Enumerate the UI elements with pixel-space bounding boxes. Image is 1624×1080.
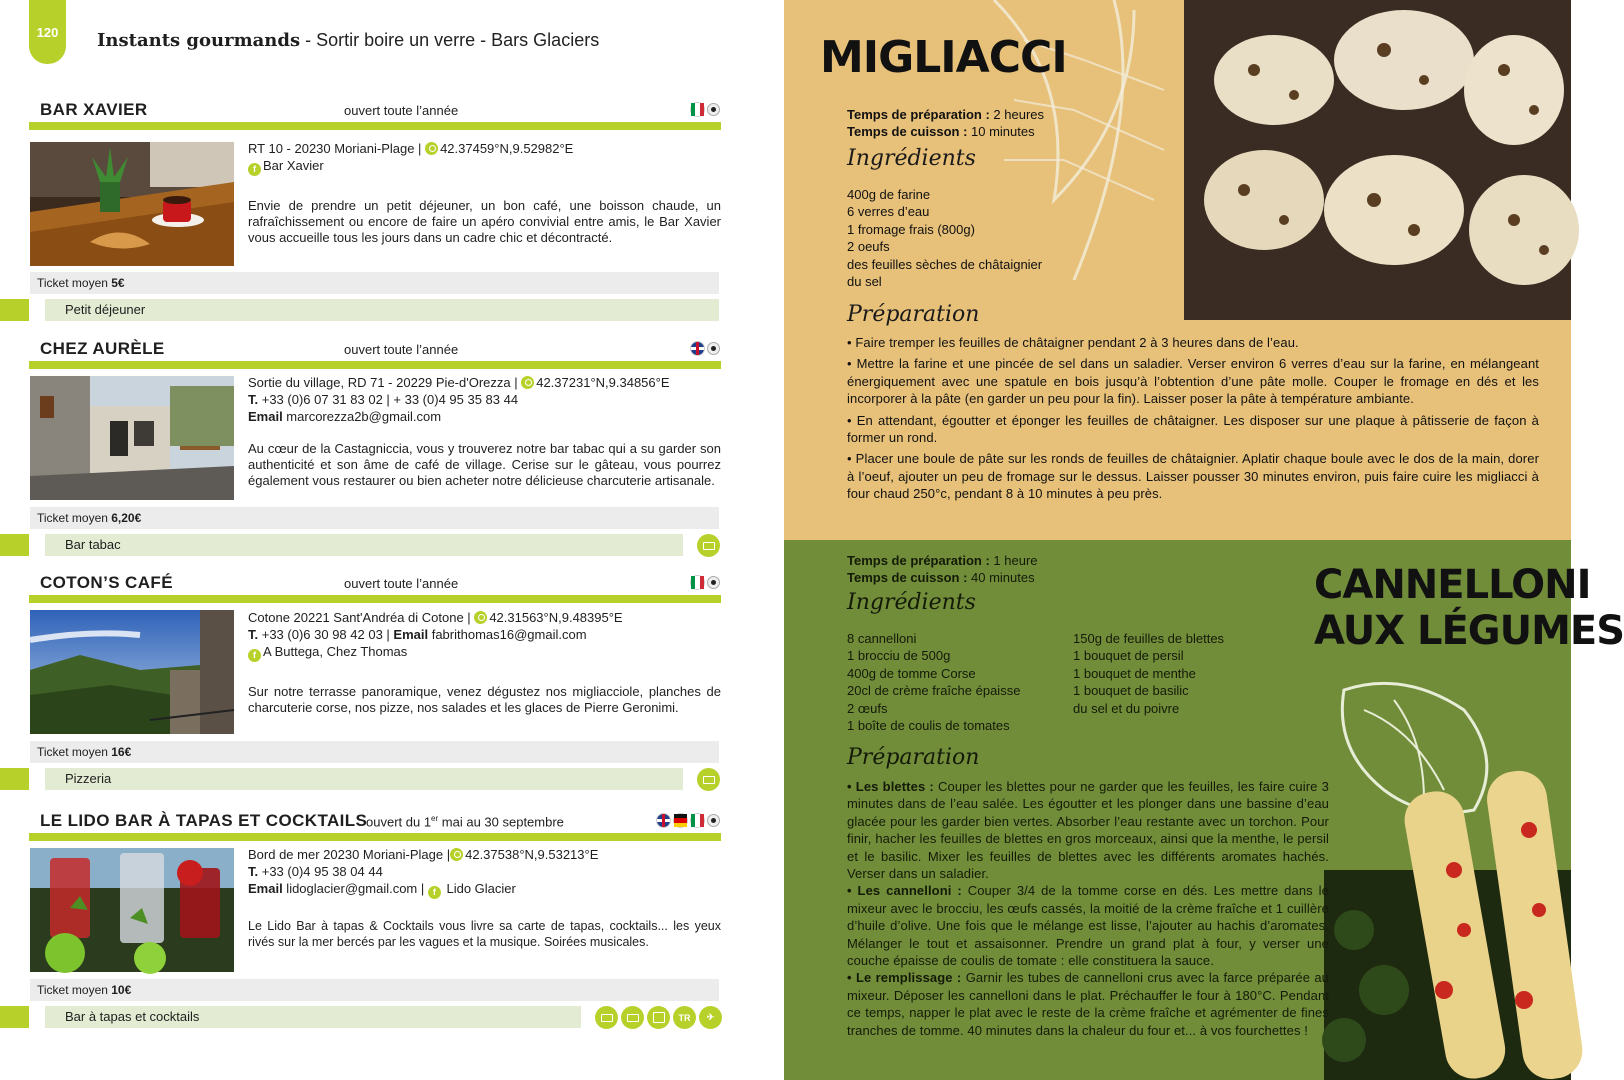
left-page <box>0 0 784 1080</box>
phone-label: T. <box>248 864 259 879</box>
cheque-icon <box>621 1006 644 1029</box>
opening-period: ouvert du 1er mai au 30 septembre <box>366 814 564 830</box>
ingredients-list <box>847 186 1042 290</box>
step-label: • Les blettes : <box>847 779 934 794</box>
payment-icons <box>697 768 720 791</box>
preparation-step <box>847 882 1329 969</box>
listing-contact <box>248 374 721 425</box>
ingredient-item: des feuilles sèches de châtaignier <box>847 256 1043 272</box>
opening-period: ouvert toute l’année <box>344 342 459 357</box>
recipe-title-line-1: CANNELLONI <box>1314 562 1591 608</box>
category-label: Bar à tapas et cocktails <box>45 1006 581 1028</box>
credit-card-icon <box>595 1006 618 1029</box>
step-text: Garnir les tubes de cannelloni crus avec la farce préparée au mixeur. Déposer les cannelloni dans le plat. Préchauffer le four à 180°C. Pendant ce temps, napper le plat avec le reste de la crème fraîche et agrémenter de fines tranches de tomme. 40 minutes dans la chaleur du four et... à vos fourchettes ! <box>847 970 1330 1038</box>
facebook-icon: f <box>428 886 441 899</box>
ingredients-list-col-2 <box>1073 630 1224 717</box>
preparation-step: • Mettre la farine et une pincée de sel dans un saladier. Verser environ 6 verres d’eau sur la farine, en mélangeant énergiquement avec une spatule en bois jusqu’à l’obtention d’une pâte molle. Couper le fromage en dés et les incorporer à la pâte (en garder un peu pour la fin). Laisser poser la pâte à température ambiante. <box>847 356 1539 407</box>
ingredient-item: 2 oeufs <box>847 239 890 255</box>
preparation-step <box>847 778 1329 882</box>
listing-description: Envie de prendre un petit déjeuner, un bon café, une boisson chaude, un rafraîchissement ou encore de faire un apéro convivial entre amis, le Bar Xavier vous accueille tous les jours dans un cadre chic et décontracté. <box>248 198 721 245</box>
ticket-value: 16€ <box>111 745 132 759</box>
ingredient-item: du sel et du poivre <box>1073 700 1180 716</box>
recipe-title-line-2: AUX LÉGUMES <box>1314 608 1624 654</box>
right-page <box>784 0 1624 1080</box>
email-address[interactable]: marcorezza2b@gmail.com <box>282 409 442 424</box>
ticket-moyen: Ticket moyen 10€ <box>30 979 719 1001</box>
italian-flag-icon <box>690 102 705 117</box>
listing-contact <box>248 140 721 176</box>
preparation-step <box>847 969 1329 1039</box>
phone-label: T. <box>248 627 259 642</box>
ingredients-list-col-1 <box>847 630 1020 734</box>
gps-coordinates: 42.37538°N,9.53213°E <box>465 847 599 862</box>
phone-label: T. <box>248 392 259 407</box>
preparation-step: • En attendant, égoutter et éponger les feuilles de châtaigner. Les disposer sur une plaque à pâtisserie de façon à former un rond. <box>847 412 1539 446</box>
recipe-times: Temps de préparation : 1 heure Temps de cuisson : 40 minutes <box>847 553 1038 585</box>
preparation-heading: Préparation <box>847 302 980 327</box>
gps-icon <box>450 848 463 861</box>
listing-description: Au cœur de la Castagniccia, vous y trouverez notre bar tabac qui a su garder son authenticité et son âme de café de village. Cerise sur le gâteau, vous pourrez également vous restaurer ou bien acheter notre délicieuse charcuterie artisanale. <box>248 441 721 488</box>
ticket-moyen: Ticket moyen 6,20€ <box>30 507 719 529</box>
page-header <box>97 30 599 51</box>
ticket-value: 10€ <box>111 983 132 997</box>
ingredient-item: 1 bouquet de basilic <box>1073 683 1189 699</box>
preparation-steps <box>847 778 1329 1039</box>
corsican-flag-icon <box>707 103 720 116</box>
category-marker <box>0 1006 29 1028</box>
ingredient-item: 1 bouquet de persil <box>1073 648 1184 664</box>
listing-name: CHEZ AURÈLE <box>40 339 165 358</box>
email-label: Email <box>248 409 283 424</box>
cheque-icon <box>697 534 720 557</box>
section-subtitle: - Sortir boire un verre - Bars Glaciers <box>300 30 600 50</box>
address: RT 10 - 20230 Moriani-Plage | <box>248 141 426 156</box>
corsican-flag-icon <box>707 814 720 827</box>
gps-coordinates: 42.31563°N,9.48395°E <box>489 610 623 625</box>
ingredient-item: 20cl de crème fraîche épaisse <box>847 683 1021 699</box>
german-flag-icon <box>673 813 688 828</box>
email-address[interactable]: lidoglacier@gmail.com | <box>282 881 428 896</box>
listing-divider <box>29 122 721 130</box>
listing-name: LE LIDO BAR À TAPAS ET COCKTAILS <box>40 811 368 830</box>
facebook-icon: f <box>248 163 261 176</box>
listing-contact <box>248 609 721 662</box>
ingredients-heading: Ingrédients <box>847 146 976 171</box>
ingredient-item: 1 bouquet de menthe <box>1073 665 1196 681</box>
pos-terminal-icon <box>647 1006 670 1029</box>
email-label: Email <box>248 881 283 896</box>
step-text: Couper 3/4 de la tomme corse en dés. Les mettre dans le mixeur avec le brocciu, les œufs cassés, la moitié de la crème fraîche et 1 cuillère d’huile d’olive. Une fois que le mélange est lisse, l’ajouter au hachis d’aromates. Mélanger le tout et assaisonner. Prendre un grand plat à four, y verser une couche épaisse de coulis de tomate : elle constituera la sauce. <box>847 883 1329 969</box>
ingredient-item: 400g de tomme Corse <box>847 665 976 681</box>
gps-icon <box>521 376 534 389</box>
language-flags <box>656 813 720 828</box>
language-flags <box>690 575 720 590</box>
listing-description: Sur notre terrasse panoramique, venez dégustez nos migliacciole, planches de charcuterie corse, nos pizze, nos salades et les glaces de Pierre Geronimi. <box>248 684 721 715</box>
category-label: Bar tabac <box>45 534 683 556</box>
category-label: Petit déjeuner <box>45 299 719 321</box>
ingredient-item: 400g de farine <box>847 187 931 202</box>
address: Cotone 20221 Sant'Andréa di Cotone | <box>248 610 475 625</box>
address: Sortie du village, RD 71 - 20229 Pie-d'Orezza | <box>248 375 522 390</box>
english-flag-icon <box>656 813 671 828</box>
preparation-step: • Placer une boule de pâte sur les ronds de feuilles de châtaignier. Aplatir chaque boule avec le dos de la main, dorer à l’oeuf, ajouter un peu de fromage sur le dessus. Laisser pousser 30 minutes environ, puis faire cuire les migliacci à four chaud 250°c, pendant 8 à 10 minutes à peu près. <box>847 451 1539 502</box>
opening-period: ouvert toute l’année <box>344 103 459 118</box>
ticket-restaurant-icon: TR <box>673 1006 696 1029</box>
listing-photo <box>30 142 234 266</box>
listing-name: COTON’S CAFÉ <box>40 573 173 592</box>
opening-period: ouvert toute l’année <box>344 576 459 591</box>
section-title: Instants gourmands <box>97 30 301 51</box>
ingredient-item: 6 verres d’eau <box>847 204 930 220</box>
listing-photo <box>30 610 234 734</box>
ingredient-item: 1 brocciu de 500g <box>847 648 951 664</box>
english-flag-icon <box>690 341 705 356</box>
listing-divider <box>29 833 721 841</box>
facebook-page: A Buttega, Chez Thomas <box>263 644 408 659</box>
listing-divider <box>29 361 721 369</box>
listing-contact <box>248 846 721 899</box>
step-label: • Les cannelloni : <box>847 883 962 899</box>
phone-numbers: +33 (0)4 95 38 04 44 <box>258 864 383 879</box>
ingredient-item: 8 cannelloni <box>847 631 917 646</box>
step-text: Couper les blettes pour ne garder que les feuilles, les faire cuire 3 minutes dans de l’eau salée. Les égoutter et les plonger dans une bassine d’eau glacée pour les garder bien vertes. Absorber l’eau restante avec un torchon. Pour finir, hacher les feuilles de blettes en gros morceaux, ainsi que la menthe, le persil et le basilic. Mixer les feuilles de blettes avec les différents aromates hachés. Verser dans un saladier. <box>847 779 1329 882</box>
ingredient-item: 1 fromage frais (800g) <box>847 221 975 237</box>
italian-flag-icon <box>690 813 705 828</box>
listing-description: Le Lido Bar à tapas & Cocktails vous livre sa carte de tapas, cocktails... les yeux rivés sur la mer bercés par les vagues et la musique. Soirées musicales. <box>248 919 721 949</box>
facebook-page: Lido Glacier <box>442 881 516 896</box>
gps-icon <box>425 142 438 155</box>
email-label: Email <box>393 627 429 642</box>
gps-coordinates: 42.37231°N,9.34856°E <box>536 375 670 390</box>
preparation-heading: Préparation <box>847 745 980 770</box>
ticket-value: 5€ <box>111 276 125 290</box>
cheque-icon <box>697 768 720 791</box>
facebook-icon: f <box>248 649 261 662</box>
ingredient-item: 1 boîte de coulis de tomates <box>847 718 1010 734</box>
ticket-moyen: Ticket moyen 16€ <box>30 741 719 763</box>
ticket-value: 6,20€ <box>111 511 142 525</box>
address: Bord de mer 20230 Moriani-Plage | <box>248 847 451 862</box>
holiday-voucher-icon: ✈ <box>699 1006 722 1029</box>
recipe-illustration <box>1304 670 1571 1080</box>
email-address[interactable]: fabrithomas16@gmail.com <box>428 627 587 642</box>
recipe-cannelloni <box>784 540 1624 1080</box>
listing-divider <box>29 595 721 603</box>
category-marker <box>0 768 29 790</box>
listing-name: BAR XAVIER <box>40 100 148 119</box>
preparation-step: • Faire tremper les feuilles de châtaigner pendant 2 à 3 heures dans de l’eau. <box>847 335 1299 350</box>
ticket-moyen: Ticket moyen 5€ <box>30 272 719 294</box>
corsican-flag-icon <box>707 342 720 355</box>
facebook-page: Bar Xavier <box>263 158 324 173</box>
gps-icon <box>474 611 487 624</box>
ingredients-heading: Ingrédients <box>847 590 976 615</box>
page-number: 120 <box>29 0 66 64</box>
category-label: Pizzeria <box>45 768 683 790</box>
ingredient-item: 2 œufs <box>847 700 888 716</box>
corsican-flag-icon <box>707 576 720 589</box>
recipe-title: MIGLIACCI <box>820 32 1067 83</box>
gps-coordinates: 42.37459°N,9.52982°E <box>440 141 574 156</box>
language-flags <box>690 102 720 117</box>
step-label: • Le remplissage : <box>847 970 962 986</box>
language-flags <box>690 341 720 356</box>
listing-photo <box>30 848 234 972</box>
phone-numbers: +33 (0)6 30 98 42 03 | <box>258 627 394 642</box>
preparation-steps <box>847 334 1539 507</box>
listing-photo <box>30 376 234 500</box>
phone-numbers: +33 (0)6 07 31 83 02 | + 33 (0)4 95 35 83 44 <box>258 392 519 407</box>
ingredient-item: 150g de feuilles de blettes <box>1073 631 1225 646</box>
category-marker <box>0 299 29 321</box>
recipe-times: Temps de préparation : 2 heures Temps de cuisson : 10 minutes <box>847 107 1044 139</box>
payment-icons <box>697 534 720 557</box>
payment-icons <box>595 1006 722 1029</box>
recipe-migliacci <box>784 0 1571 540</box>
ingredient-item: du sel <box>847 274 882 290</box>
category-marker <box>0 534 29 556</box>
italian-flag-icon <box>690 575 705 590</box>
